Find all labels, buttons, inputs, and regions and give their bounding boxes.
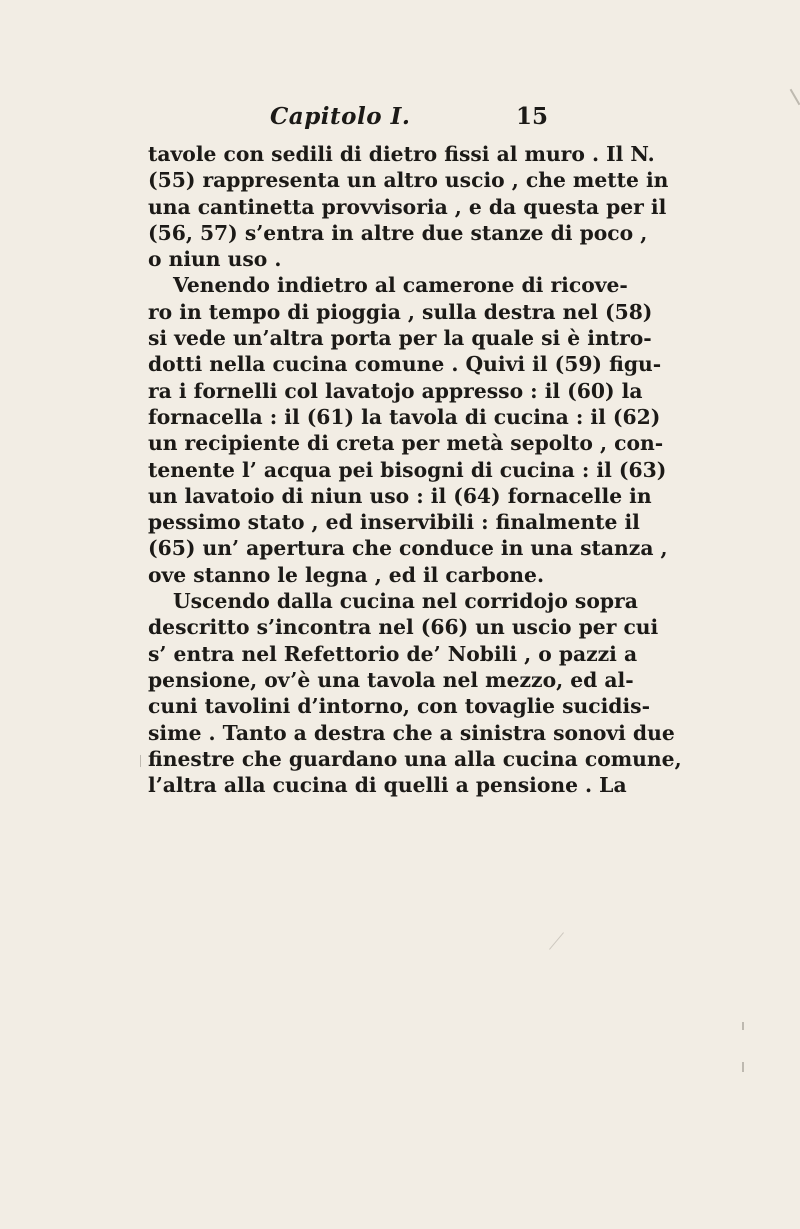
text-line: ra i fornelli col lavatojo appresso : il (60) la <box>148 378 643 403</box>
text-line: dotti nella cucina comune . Quivi il (59) figu- <box>148 352 662 377</box>
running-head <box>0 103 800 133</box>
text-line: ove stanno le legna , ed il carbone. <box>148 562 545 587</box>
text-line: pessimo stato , ed inservibili : finalmente il <box>148 510 640 535</box>
page-number: 15 <box>516 103 549 130</box>
text-line: Uscendo dalla cucina nel corridojo sopra <box>173 589 638 614</box>
text-line: pensione, ov’è una tavola nel mezzo, ed al- <box>148 667 634 692</box>
text-line: (56, 57) s’entra in altre due stanze di poco , <box>148 220 648 245</box>
text-line: ro in tempo di pioggia , sulla destra nel (58) <box>148 299 653 324</box>
chapter-title: Capitolo I. <box>270 103 411 130</box>
scan-mark <box>140 755 141 767</box>
text-line: (65) un’ apertura che conduce in una stanza , <box>148 536 668 561</box>
text-line: fornacella : il (61) la tavola di cucina : il (62) <box>148 404 661 429</box>
text-line: o niun uso . <box>148 247 282 272</box>
text-line: descritto s’incontra nel (66) un uscio per cui <box>148 615 659 640</box>
text-line: sime . Tanto a destra che a sinistra sonovi due <box>148 720 675 745</box>
scan-mark <box>742 1022 744 1030</box>
text-line: una cantinetta provvisoria , e da questa per il <box>148 194 667 219</box>
scan-mark <box>549 932 564 949</box>
text-line: Venendo indietro al camerone di ricove- <box>173 273 628 298</box>
body-text <box>148 141 682 798</box>
text-line: tavole con sedili di dietro fissi al muro . Il N. <box>148 142 655 166</box>
text-line: un recipiente di creta per metà sepolto , con- <box>148 431 664 456</box>
text-line: si vede un’altra porta per la quale si è intro- <box>148 326 652 351</box>
text-line: cuni tavolini d’intorno, con tovaglie sucidis- <box>148 694 651 719</box>
text-line: finestre che guardano una alla cucina comune, <box>148 746 682 771</box>
text-line: tenente l’ acqua pei bisogni di cucina : il (63) <box>148 457 667 482</box>
text-line: l’altra alla cucina di quelli a pensione . La <box>148 773 627 798</box>
text-line: s’ entra nel Refettorio de’ Nobili , o pazzi a <box>148 641 638 666</box>
text-line: un lavatoio di niun uso : il (64) fornacelle in <box>148 483 652 508</box>
scan-mark <box>742 1062 744 1072</box>
text-line: (55) rappresenta un altro uscio , che mette in <box>148 168 669 193</box>
